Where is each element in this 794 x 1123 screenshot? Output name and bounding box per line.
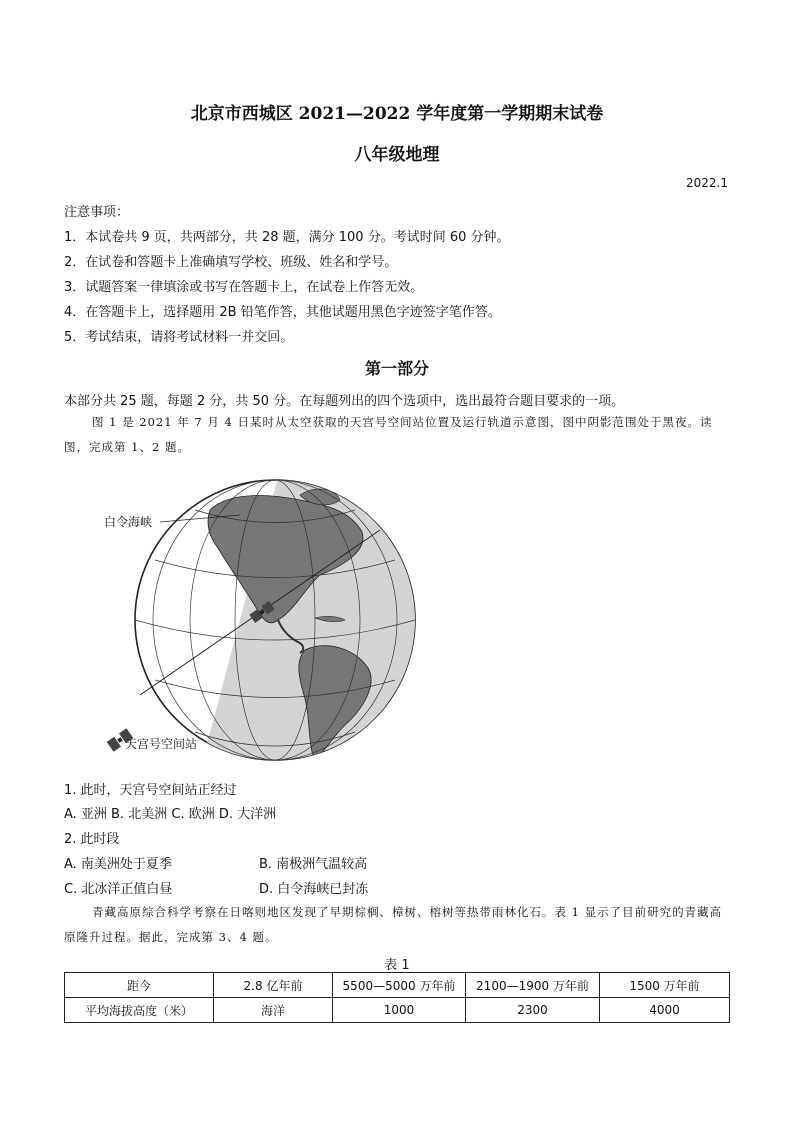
- label-bering-strait: 白令海峡: [104, 515, 153, 529]
- uplift-table: [64, 972, 730, 1023]
- part-intro: 本部分共 25 题，每题 2 分，共 50 分。在每题列出的四个选项中，选出最符合题目要求的一项。: [64, 394, 625, 409]
- table-header-cell: 5500—5000 万年前: [333, 973, 466, 998]
- note-item: 3．试题答案一律填涂或书写在答题卡上，在试卷上作答无效。: [64, 280, 424, 295]
- table-row: [65, 998, 730, 1023]
- question-2-option-a: A. 南美洲处于夏季: [64, 857, 172, 872]
- note-item: 4．在答题卡上，选择题用 2B 铅笔作答，其他试题用黑色字迹签字笔作答。: [64, 305, 501, 320]
- table-cell: 2300: [466, 998, 600, 1023]
- question-2-option-b: B. 南极洲气温较高: [259, 857, 368, 872]
- table-header-cell: 距今: [65, 973, 214, 998]
- notes-heading: 注意事项：: [64, 205, 130, 220]
- table-header-row: [65, 973, 730, 998]
- question-1-stem: 1. 此时，天宫号空间站正经过: [64, 783, 237, 798]
- page-subtitle: 八年级地理: [354, 145, 440, 165]
- page-title: 北京市西城区 2021—2022 学年度第一学期期末试卷: [190, 104, 604, 124]
- figure-intro: 图 1 是 2021 年 7 月 4 日某时从太空获取的天宫号空间站位置及运行轨道示意图，图中阴影范围处于黑夜。读图，完成第 1、2 题。: [64, 415, 713, 454]
- table-cell: 4000: [600, 998, 730, 1023]
- table-cell: 平均海拔高度（米）: [65, 998, 214, 1023]
- question-1-options: A. 亚洲 B. 北美洲 C. 欧洲 D. 大洋洲: [64, 807, 277, 822]
- question-2-option-d: D. 白令海峡已封冻: [259, 882, 369, 897]
- note-item: 1．本试卷共 9 页，共两部分，共 28 题，满分 100 分。考试时间 60 分钟。: [64, 230, 510, 245]
- table-cell: 海洋: [214, 998, 333, 1023]
- section-heading: 第一部分: [364, 359, 429, 378]
- table-header-cell: 2100—1900 万年前: [466, 973, 600, 998]
- table-header-cell: 1500 万年前: [600, 973, 730, 998]
- table-cell: 1000: [333, 998, 466, 1023]
- note-item: 5．考试结束，请将考试材料一并交回。: [64, 330, 294, 345]
- passage-plateau: 青藏高原综合科学考察在日喀则地区发现了早期棕榈、樟树、榕树等热带雨林化石。表 1 显示了目前研究的青藏高原隆升过程。据此，完成第 3、4 题。: [64, 905, 723, 944]
- question-2-stem: 2. 此时段: [64, 832, 120, 847]
- exam-date: 2022.1: [686, 176, 728, 190]
- table-caption: 表 1: [384, 958, 410, 973]
- note-item: 2．在试卷和答题卡上准确填写学校、班级、姓名和学号。: [64, 255, 398, 270]
- label-space-station: 天宫号空间站: [125, 737, 198, 751]
- table-header-cell: 2.8 亿年前: [214, 973, 333, 998]
- question-2-option-c: C. 北冰洋正值白昼: [64, 882, 173, 897]
